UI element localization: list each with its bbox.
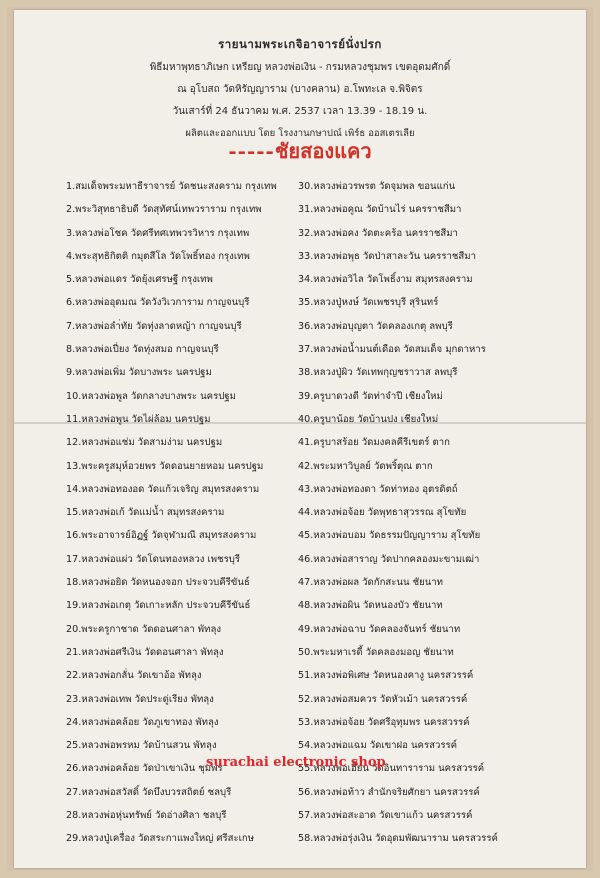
list-item: 44.หลวงพ่อจ้อย วัดพุทธาสุวรรณ สุโขทัย (298, 507, 467, 519)
list-item: 10.หลวงพ่อพูล วัดกลางบางพระ นครปฐม (66, 390, 236, 402)
list-item: 48.หลวงพ่อผิน วัดหนองบัว ชัยนาท (298, 600, 443, 612)
watermark: surachai electronic shop (206, 755, 386, 770)
list-item: 23.หลวงพ่อเทพ วัดประดู่เรียง พัทลุง (66, 693, 214, 705)
list-item: 21.หลวงพ่อศรีเงิน วัดดอนศาลา พัทลุง (66, 646, 224, 658)
list-item: 36.หลวงพ่อบุญตา วัดคลองเกตุ ลพบุรี (298, 320, 453, 332)
document-title: รายนามพระเกจิอาจารย์นั่งปรก (218, 37, 382, 51)
list-item: 31.หลวงพ่อคูณ วัดบ้านไร่ นครราชสีมา (298, 204, 462, 216)
list-item: 3.หลวงพ่อโชค วัดศรีทศเทพวรวิหาร กรุงเทพ (66, 227, 250, 239)
list-item: 50.พระมหาเรดี้ วัดคลองมอญ ชัยนาท (298, 646, 454, 658)
list-item: 4.พระสุทธิกิตติ กมุตสีโล วัดโพธิ์ทอง กรุงเทพ (66, 250, 250, 262)
list-item: 12.หลวงพ่อแช่ม วัดสามง่าม นครปฐม (66, 437, 223, 449)
list-item: 19.หลวงพ่อเกตุ วัดเกาะหลัก ประจวบคีรีขันธ์ (66, 600, 251, 612)
list-item: 41.ครูบาสร้อย วัดมงคลคีรีเขตร์ ตาก (298, 437, 450, 449)
list-item: 46.หลวงพ่อสาราญ วัดปากคลองมะขามเฒ่า (298, 553, 480, 565)
location-line: ณ อุโบสถ วัดหิรัญญาราม (บางคลาน) อ.โพทะเล จ.พิจิตร (177, 84, 423, 95)
monk-list-right (298, 175, 558, 851)
list-item: 1.สมเด็จพระมหาธีราจารย์ วัดชนะสงคราม กรุงเทพ (66, 181, 277, 192)
list-item: 29.หลวงปู่เครื่อง วัดสระกาแพงใหญ่ ศรีสะเกษ (66, 833, 255, 845)
document-header (14, 36, 586, 148)
list-item: 49.หลวงพ่อฉาบ วัดคลองจันทร์ ชัยนาท (298, 623, 461, 635)
list-item: 39.ครูบาดวงดี วัดท่าจำปี เชียงใหม่ (298, 390, 443, 402)
producer-line: ผลิตและออกแบบ โดย โรงงานกษาปณ์ เพิร์ธ ออสเตรเลีย (185, 128, 415, 139)
date-line: วันเสาร์ที่ 24 ธันวาคม พ.ศ. 2537 เวลา 13.39 - 18.19 น. (172, 106, 428, 117)
list-item: 25.หลวงพ่อพรหม วัดบ้านสวน พัทลุง (66, 740, 217, 752)
list-item: 28.หลวงพ่อหุ่นทรัพย์ วัดอ่างศิลา ชลบุรี (66, 810, 227, 822)
monk-list-left (66, 175, 302, 851)
ceremony-line: พิธีมหาพุทธาภิเษก เหรียญ หลวงพ่อเงิน - กรมหลวงชุมพร เขตอุดมศักดิ์ (149, 62, 451, 73)
list-item: 7.หลวงพ่อลำ่ทัย วัดทุ่งลาดหญ้า กาญจนบุรี (66, 320, 242, 332)
list-item: 32.หลวงพ่อคง วัดตะคร้อ นครราชสีมา (298, 227, 458, 239)
list-item: 56.หลวงพ่อท้าว สำนักจริยศักยา นครสวรรค์ (298, 786, 480, 798)
list-item: 47.หลวงพ่อผล วัดกักสะนน ชัยนาท (298, 577, 443, 589)
list-item: 45.หลวงพ่อบอม วัดธรรมปัญญาราม สุโขทัย (298, 530, 481, 542)
list-item: 34.หลวงพ่อวิไล วัดโพธิ์งาม สมุทรสงคราม (298, 274, 473, 286)
subtitle (14, 135, 586, 167)
list-item: 2.พระวิสุทธาธิบดี วัดสุทัศน์เทพวราราม กรุงเทพ (66, 204, 262, 216)
list-item: 53.หลวงพ่อจ้อย วัดศรีอุทุมพร นครสวรรค์ (298, 716, 470, 728)
list-item: 11.หลวงพ่อพูน วัดไผ่ล้อม นครปฐม (66, 413, 211, 425)
list-item: 27.หลวงพ่อสวัสดิ์ วัดบึงบวรสถิตย์ ชลบุรี (66, 786, 232, 798)
list-item: 30.หลวงพ่อวรพรต วัดจุมพล ขอนแก่น (298, 181, 456, 192)
list-item: 57.หลวงพ่อสะอาด วัดเขาแก้ว นครสวรรค์ (298, 810, 473, 822)
list-item: 8.หลวงพ่อเปี่ยง วัดทุ่งสมอ กาญจนบุรี (66, 344, 219, 356)
list-item: 33.หลวงพ่อพุธ วัดป่าสาละวัน นครราชสีมา (298, 250, 476, 262)
list-item: 58.หลวงพ่อรุ่งเงิน วัดอุดมพัฒนาราม นครสวรรค์ (298, 833, 498, 845)
list-item: 54.หลวงพ่อแฉม วัดเขาฝอ นครสวรรค์ (298, 740, 458, 752)
list-item: 20.พระครูกาชาด วัดดอนศาลา พัทลุง (66, 623, 222, 635)
subtitle-dashes: ----- (228, 139, 275, 163)
list-item: 52.หลวงพ่อสมควร วัดหัวเม้า นครสวรรค์ (298, 693, 468, 705)
list-item: 6.หลวงพ่ออุดมณ วัดวังวิเวการาม กาญจนบุรี (66, 297, 250, 309)
list-item: 13.พระครูสมุห์อวยพร วัดดอนยายหอม นครปฐม (66, 460, 264, 472)
list-item: 38.หลวงปู่ผิว วัดเทพกุญชราวาส ลพบุรี (298, 367, 458, 379)
subtitle-text: ชัยสองแคว (274, 139, 372, 163)
list-item: 26.หลวงพ่อคล้อย วัดป่าเขาเงิน ชุมพร (66, 763, 223, 775)
list-item: 15.หลวงพ่อเก้ วัดแม่น้ำ สมุทรสงคราม (66, 507, 225, 519)
list-item: 22.หลวงพ่อกลั่น วัดเขาอ้อ พัทลุง (66, 670, 202, 682)
list-item: 16.พระอาจารย์อิฏฐ์ วัดจุฬามณี สมุทรสงคราม (66, 530, 257, 542)
list-item: 51.หลวงพ่อพิเศษ วัดหนองคางู นครสวรรค์ (298, 670, 474, 682)
list-item: 55.หลวงพ่อเฮี้ยน วัดอินทาราราม นครสวรรค์ (298, 763, 485, 775)
list-item: 24.หลวงพ่อคล้อย วัดภูเขาทอง พัทลุง (66, 716, 219, 728)
list-item: 14.หลวงพ่อทองอด วัดแก้วเจริญ สมุทรสงคราม (66, 483, 260, 495)
list-item: 18.หลวงพ่อยิด วัดหนองจอก ประจวบคีรีขันธ์ (66, 577, 250, 589)
list-item: 42.พระมหาวิบูลย์ วัดพริ้ตุณ ตาก (298, 460, 433, 472)
list-item: 17.หลวงพ่อแผ่ว วัดโดนทองหลวง เพชรบุรี (66, 553, 241, 565)
list-item: 35.หลวงปู่หงษ์ วัดเพชรบุรี สุรินทร์ (298, 297, 439, 309)
list-item: 40.ครูบาน้อย วัดบ้านปง เชียงใหม่ (298, 413, 439, 425)
list-item: 5.หลวงพ่อแดร วัดยุ้งเศรษฐี กรุงเทพ (66, 274, 213, 286)
list-item: 9.หลวงพ่อเพิ่ม วัดบางพระ นครปฐม (66, 367, 212, 379)
list-item: 43.หลวงพ่อทองดา วัดท่าทอง อุตรดิตถ์ (298, 483, 458, 495)
list-item: 37.หลวงพ่อน้ำมนต์เดือด วัดสมเด็จ มุกดาหาร (298, 344, 486, 356)
